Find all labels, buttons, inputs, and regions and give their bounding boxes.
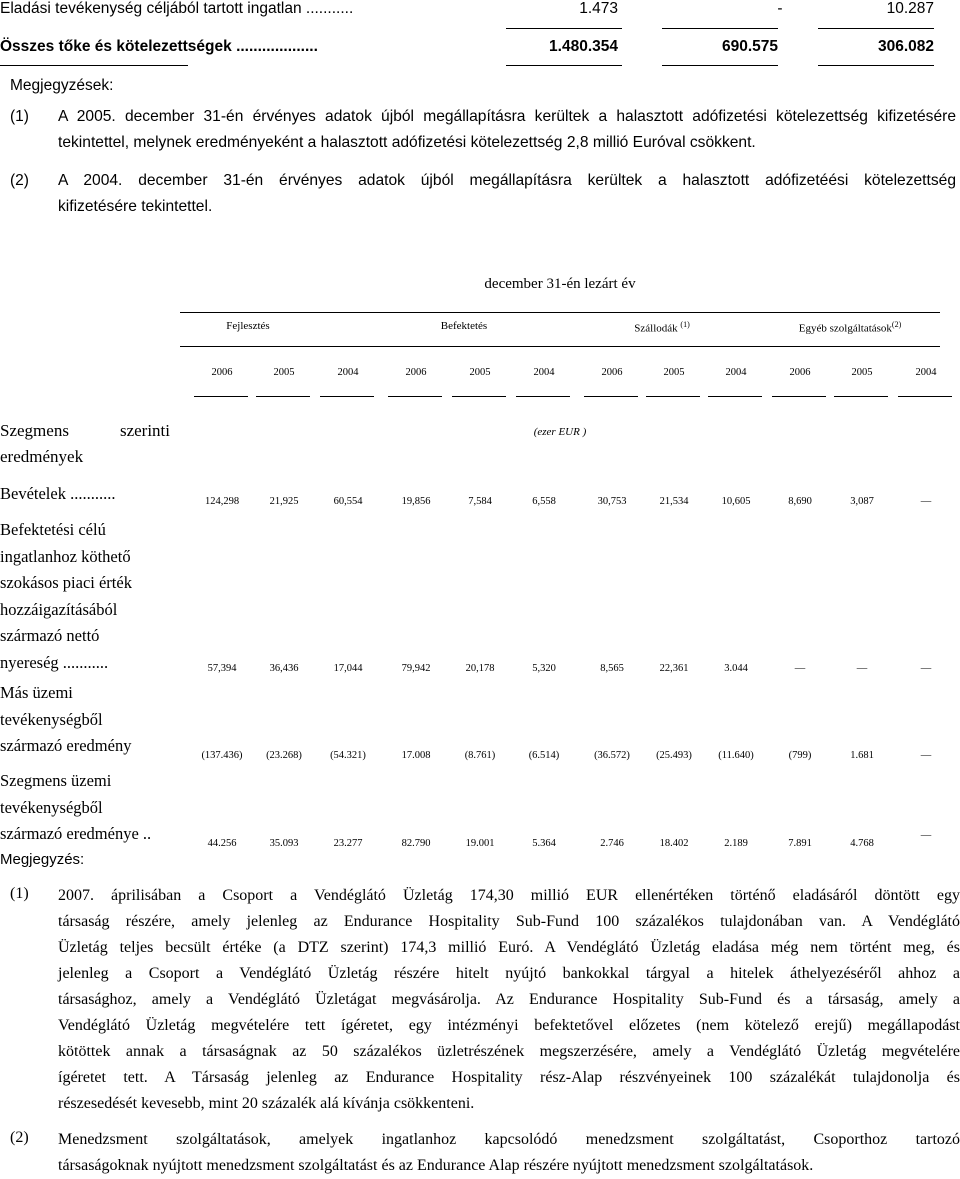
- cell-value: 60,554: [333, 496, 363, 507]
- cell-value: 36,436: [269, 663, 299, 674]
- cell-value: 2.189: [724, 838, 748, 849]
- row-label: származó eredmény: [0, 736, 132, 755]
- year-header: 2004: [337, 367, 359, 378]
- divider: [180, 312, 940, 313]
- row-value: 1.473: [579, 0, 618, 17]
- section-label: eredmények: [0, 447, 84, 466]
- year-header: 2005: [851, 367, 873, 378]
- cell-value: 17.008: [401, 750, 431, 761]
- cell-value: (23.268): [266, 750, 302, 761]
- year-underline: [834, 396, 888, 397]
- section-label: Szegmens szerinti: [0, 421, 170, 440]
- cell-value: 20,178: [465, 663, 495, 674]
- cell-value: 30,753: [597, 496, 627, 507]
- note-text: [58, 1127, 960, 1179]
- cell-value: 7,584: [468, 496, 492, 507]
- cell-value: (799): [788, 750, 812, 761]
- cell-value: 22,361: [659, 663, 689, 674]
- cell-value: 5.364: [532, 838, 556, 849]
- divider: [180, 346, 940, 347]
- cell-value: 44.256: [207, 838, 237, 849]
- cell-value: 57,394: [207, 663, 237, 674]
- cell-value: —: [920, 663, 932, 674]
- cell-value: 124,298: [204, 496, 240, 507]
- row-value: -: [777, 0, 783, 17]
- note-line: ígéretet tett. A Társaság jelenleg az Endurance Hospitality rész-Alap részvényeinek 100 százalékát tulajdonolja és: [58, 1069, 960, 1086]
- row-value: 306.082: [877, 38, 934, 55]
- row-label: Bevételek ...........: [0, 484, 116, 503]
- cell-value: (6.514): [528, 750, 560, 761]
- year-underline: [388, 396, 442, 397]
- cell-value: 8,565: [600, 663, 624, 674]
- year-header: 2006: [211, 367, 233, 378]
- group-header: Fejlesztés: [226, 320, 270, 332]
- year-header: 2004: [533, 367, 555, 378]
- note-line: 2007. áprilisában a Csoport a Vendéglátó Üzletág 174,30 millió EUR ellenértéken történő eladásáról döntött egy: [58, 887, 960, 904]
- cell-value: 19,856: [401, 496, 431, 507]
- row-label: Összes tőke és kötelezettségek ...................: [0, 38, 318, 55]
- year-header: 2004: [725, 367, 747, 378]
- note-marker: (2): [10, 1129, 29, 1146]
- row-label: Más üzemi: [0, 683, 73, 702]
- note-text: [58, 168, 956, 220]
- cell-value: 8,690: [788, 496, 812, 507]
- notes-heading: Megjegyzés:: [0, 851, 85, 868]
- row-label: származó nettó: [0, 626, 100, 645]
- cell-value: (11.640): [718, 750, 754, 761]
- year-header: 2005: [273, 367, 295, 378]
- cell-value: 21,534: [659, 496, 689, 507]
- row-label: tevékenységből: [0, 709, 103, 729]
- row-label: tevékenységből: [0, 797, 103, 817]
- table-title: december 31-én lezárt év: [484, 276, 636, 292]
- row-value: 10.287: [886, 0, 934, 17]
- group-header: Egyéb szolgáltatások$^{(2)}$: [798, 320, 902, 335]
- cell-value: —: [920, 750, 932, 761]
- year-header: 2005: [469, 367, 491, 378]
- group-header: Befektetés: [440, 320, 488, 332]
- note-line: A 2005. december 31-én érvényes adatok újból megállapításra kerültek a halasztott adófizetési kötelezettség kifizetésére: [58, 108, 956, 125]
- year-underline: [256, 396, 310, 397]
- cell-value: 1.681: [850, 750, 874, 761]
- divider: [662, 28, 778, 29]
- cell-value: 3.044: [724, 663, 748, 674]
- row-label: Befektetési célú: [0, 520, 106, 539]
- year-header: 2006: [601, 367, 623, 378]
- cell-value: 3,087: [850, 496, 874, 507]
- cell-value: —: [920, 496, 932, 507]
- note-line: tekintettel, melynek eredményeként a halasztott adófizetési kötelezettség 2,8 millió Euróval csökkent.: [58, 134, 756, 151]
- cell-value: 4.768: [850, 838, 874, 849]
- note-text: [58, 883, 960, 1117]
- year-header: 2006: [789, 367, 811, 378]
- divider: [818, 28, 934, 29]
- cell-value: (137.436): [201, 750, 243, 761]
- divider: [506, 65, 622, 66]
- cell-value: 82.790: [401, 838, 431, 849]
- row-label: hozzáigazításából: [0, 599, 118, 619]
- cell-value: 35.093: [269, 838, 299, 849]
- note-line: részesedését kevesebb, mint 20 százalék alá kívánja csökkenteni.: [58, 1095, 475, 1112]
- cell-value: 18.402: [659, 838, 689, 849]
- divider: [0, 65, 188, 66]
- cell-value: (25.493): [656, 750, 692, 761]
- year-header: 2006: [405, 367, 427, 378]
- cell-value: (8.761): [464, 750, 496, 761]
- row-label: Eladási tevékenység céljából tartott ingatlan ...........: [0, 0, 354, 17]
- year-underline: [772, 396, 826, 397]
- cell-value: (54.321): [330, 750, 366, 761]
- cell-value: 7.891: [788, 838, 812, 849]
- year-underline: [646, 396, 700, 397]
- note-line: Üzletág teljes becsült értéke (a DTZ szerint) 174,3 millió Euró. A Vendéglátó Üzletág eladása még nem történt meg, és: [58, 939, 960, 956]
- note-line: kifizetésére tekintettel.: [58, 198, 213, 215]
- cell-value: 19.001: [465, 838, 495, 849]
- cell-value: (36.572): [594, 750, 630, 761]
- note-line: társaság részére, amely jelenleg az Endurance Hospitality Sub-Fund 100 százalékos tulajdonában van. A Vendéglátó: [58, 913, 960, 930]
- cell-value: 23.277: [333, 838, 363, 849]
- year-header: 2004: [915, 367, 937, 378]
- cell-value: 21,925: [269, 496, 299, 507]
- row-value: 690.575: [721, 38, 778, 55]
- year-underline: [708, 396, 762, 397]
- row-label: nyereség ...........: [0, 652, 109, 672]
- year-underline: [516, 396, 570, 397]
- note-line: A 2004. december 31-én érvényes adatok újból megállapításra kerültek a halasztott adófizetéési kötelezettség: [58, 172, 956, 189]
- cell-value: —: [920, 830, 932, 841]
- divider: [506, 28, 622, 29]
- year-underline: [194, 396, 248, 397]
- cell-value: 2.746: [600, 838, 624, 849]
- cell-value: —: [856, 663, 868, 674]
- year-underline: [452, 396, 506, 397]
- note-line: kötöttek annak a társaságnak az 50 százalékos üzletrészének megszerzésére, amely a Vendéglátó Üzletág megvételére: [58, 1043, 960, 1060]
- row-label: szokásos piaci érték: [0, 573, 132, 592]
- note-line: Menedzsment szolgáltatások, amelyek ingatlanhoz kapcsolódó menedzsment szolgáltatást, Csoporthoz tartozó: [58, 1131, 960, 1148]
- note-line: jelenleg a Csoport a Vendéglátó Üzletág részére hitelt nyújtó bankokkal tárgyal a hitelek áthelyezéséről ahhoz a: [58, 965, 960, 982]
- row-label: származó eredménye ..: [0, 824, 152, 843]
- year-underline: [898, 396, 952, 397]
- note-text: [58, 104, 956, 156]
- unit-label: (ezer EUR ): [533, 426, 587, 438]
- notes-heading: Megjegyzések:: [10, 77, 114, 94]
- cell-value: 17,044: [333, 663, 363, 674]
- note-marker: (2): [10, 172, 29, 189]
- cell-value: 10,605: [721, 496, 751, 507]
- divider: [662, 65, 778, 66]
- row-label: ingatlanhoz köthető: [0, 546, 131, 566]
- note-line: társasághoz, amely a Vendéglátó Üzletágat megvásárolja. Az Endurance Hospitality Sub-Fund és a társaság, amely a: [58, 991, 960, 1008]
- cell-value: 6,558: [532, 496, 556, 507]
- note-marker: (1): [10, 885, 29, 902]
- year-underline: [320, 396, 374, 397]
- note-line: társaságoknak nyújtott menedzsment szolgáltatást és az Endurance Alap részére nyújtott menedzsment szolgáltatások.: [58, 1157, 814, 1174]
- year-underline: [584, 396, 638, 397]
- cell-value: —: [794, 663, 806, 674]
- row-label: Szegmens üzemi: [0, 771, 112, 790]
- note-marker: (1): [10, 108, 29, 125]
- cell-value: 5,320: [532, 663, 556, 674]
- note-line: Vendéglátó Üzletág megvételére tett ígéretet, egy intézményi befektetővel előzetes (nem kötelező erejű) megállapodást: [58, 1017, 960, 1034]
- year-header: 2005: [663, 367, 685, 378]
- group-header: Szállodák $^{(1)}$: [634, 320, 690, 335]
- divider: [818, 65, 934, 66]
- cell-value: 79,942: [401, 663, 431, 674]
- row-value: 1.480.354: [549, 38, 618, 55]
